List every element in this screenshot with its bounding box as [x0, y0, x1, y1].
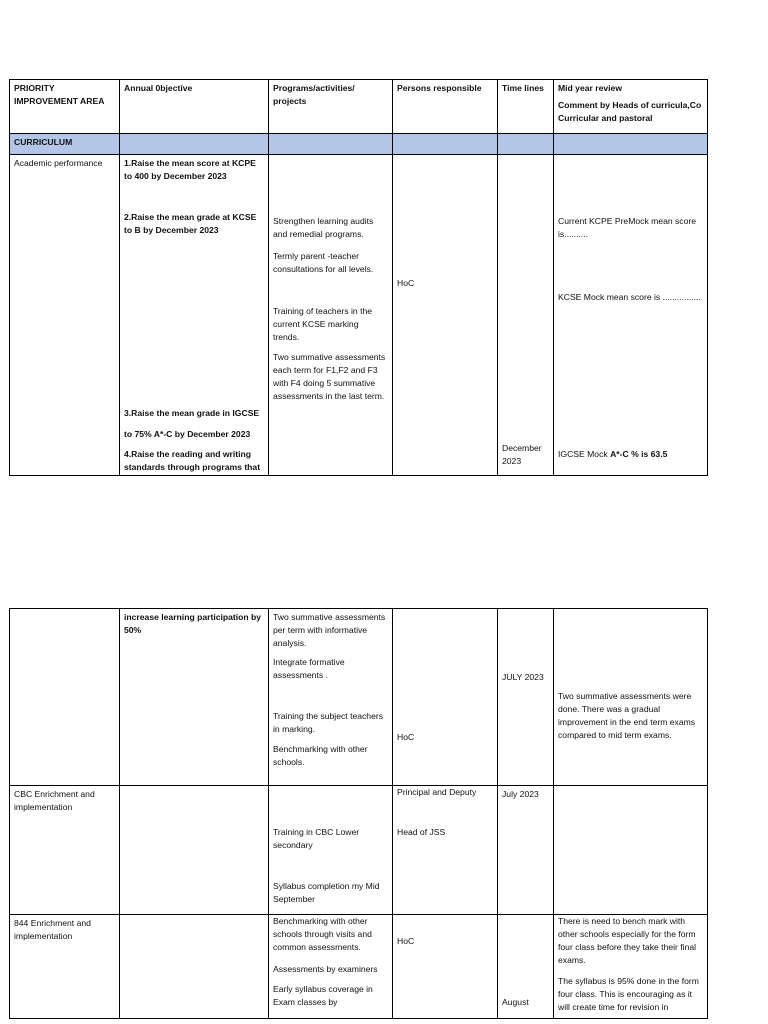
review-cell: [554, 155, 708, 476]
review-cell: [554, 915, 708, 1019]
objective-3b: to 75% A*-C by December 2023: [124, 429, 251, 439]
program-learning-audits: Strengthen learning audits and remedial programs.: [273, 216, 374, 239]
objective-1: 1.Raise the mean score at KCPE to 400 by December 2023: [124, 158, 256, 181]
header-review-subtitle: Comment by Heads of curricula,Co Curricular and pastoral: [558, 99, 702, 123]
objective-4: 4.Raise the reading and writing standards through programs that: [124, 449, 261, 472]
timelines-cell: [498, 609, 554, 786]
program-parent-teacher: Termly parent -teacher consultations for all levels.: [273, 251, 374, 274]
program-cbc-training: Training in CBC Lower secondary: [273, 827, 360, 850]
timeline-december-2023: December 2023: [502, 443, 542, 466]
person-hoc: HoC: [397, 278, 415, 288]
objective-empty-cell: [120, 786, 269, 915]
section-band-cell: [554, 134, 708, 155]
program-benchmarking: Benchmarking with other schools.: [273, 744, 368, 767]
review-igcse-label: IGCSE Mock: [558, 449, 611, 459]
objective-participation: increase learning participation by 50%: [120, 609, 269, 786]
header-persons: Persons responsible: [393, 80, 498, 134]
header-objective: Annual 0bjective: [120, 80, 269, 134]
objective-3a: 3.Raise the mean grade in IGCSE: [124, 408, 260, 418]
section-band-cell: [269, 134, 393, 155]
program-teacher-training: Training of teachers in the current KCSE marking trends.: [273, 306, 373, 342]
section-band-cell: [498, 134, 554, 155]
program-summative: Two summative assessments each term for F1,F2 and F3 with F4 doing 5 summative assessments in the last term.: [273, 352, 386, 401]
person-hoc: HoC: [397, 936, 415, 946]
programs-cell: [269, 915, 393, 1019]
objective-2: 2.Raise the mean grade at KCSE to B by December 2023: [124, 212, 257, 235]
header-programs: Programs/activities/ projects: [269, 80, 393, 134]
program-early-syllabus: Early syllabus coverage in Exam classes by: [273, 984, 373, 1007]
program-syllabus-completion: Syllabus completion my Mid September: [273, 881, 380, 904]
persons-cell: [393, 155, 498, 476]
review-benchmark-need: There is need to bench mark with other schools especially for the form four class before they take their final exams.: [558, 916, 697, 965]
review-kcse: KCSE Mock mean score is ................: [558, 292, 701, 302]
timelines-cell: [498, 155, 554, 476]
table-row-cbc: [10, 786, 708, 915]
person-head-jss: Head of JSS: [397, 827, 446, 837]
area-academic-performance: Academic performance: [10, 155, 120, 476]
area-844-enrichment: 844 Enrichment and implementation: [10, 915, 120, 1019]
section-curriculum: CURRICULUM: [10, 134, 120, 155]
section-band-cell: [120, 134, 269, 155]
persons-cell: [393, 786, 498, 915]
header-review-title: Mid year review: [558, 83, 623, 93]
timeline-july-2023: JULY 2023: [502, 672, 544, 682]
header-priority: PRIORITY IMPROVEMENT AREA: [10, 80, 120, 134]
programs-cell: [269, 609, 393, 786]
section-band-row: [10, 134, 708, 155]
area-empty-cell: [10, 609, 120, 786]
strategic-plan-table-2: [9, 608, 708, 1019]
area-cbc-enrichment: CBC Enrichment and implementation: [10, 786, 120, 915]
strategic-plan-table-1: [9, 79, 708, 476]
review-kcpe: Current KCPE PreMock mean score is..........: [558, 216, 697, 239]
person-hoc: HoC: [397, 732, 415, 742]
review-cell: [554, 609, 708, 786]
review-empty-cell: [554, 786, 708, 915]
objective-empty-cell: [120, 915, 269, 1019]
objectives-cell: [120, 155, 269, 476]
review-syllabus-progress: The syllabus is 95% done in the form four class. This is encouraging as it will create time for revision in: [558, 976, 699, 1012]
header-review: [554, 80, 708, 134]
timeline-august: August: [502, 997, 529, 1007]
review-igcse: [558, 448, 704, 461]
table-header-row: [10, 80, 708, 134]
table-row-844: [10, 915, 708, 1019]
timelines-cell: [498, 915, 554, 1019]
program-marking-training: Training the subject teachers in marking.: [273, 711, 384, 734]
persons-cell: [393, 609, 498, 786]
table-row-participation: [10, 609, 708, 786]
program-formative: Integrate formative assessments .: [273, 657, 345, 680]
program-examiner-assessments: Assessments by examiners: [273, 964, 378, 974]
review-igcse-value: A*-C % is 63.5: [610, 449, 668, 459]
program-summative-analysis: Two summative assessments per term with informative analysis.: [273, 612, 386, 648]
program-benchmarking-visits: Benchmarking with other schools through visits and common assessments.: [273, 916, 372, 952]
timelines-cell: July 2023: [498, 786, 554, 915]
programs-cell: [269, 155, 393, 476]
persons-cell: [393, 915, 498, 1019]
programs-cell: [269, 786, 393, 915]
table-row-academic: [10, 155, 708, 476]
review-summative-done: Two summative assessments were done. There was a gradual improvement in the end term exams compared to mid term exams.: [558, 691, 696, 740]
header-timelines: Time lines: [498, 80, 554, 134]
section-band-cell: [393, 134, 498, 155]
person-principal-deputy: Principal and Deputy: [397, 787, 477, 797]
